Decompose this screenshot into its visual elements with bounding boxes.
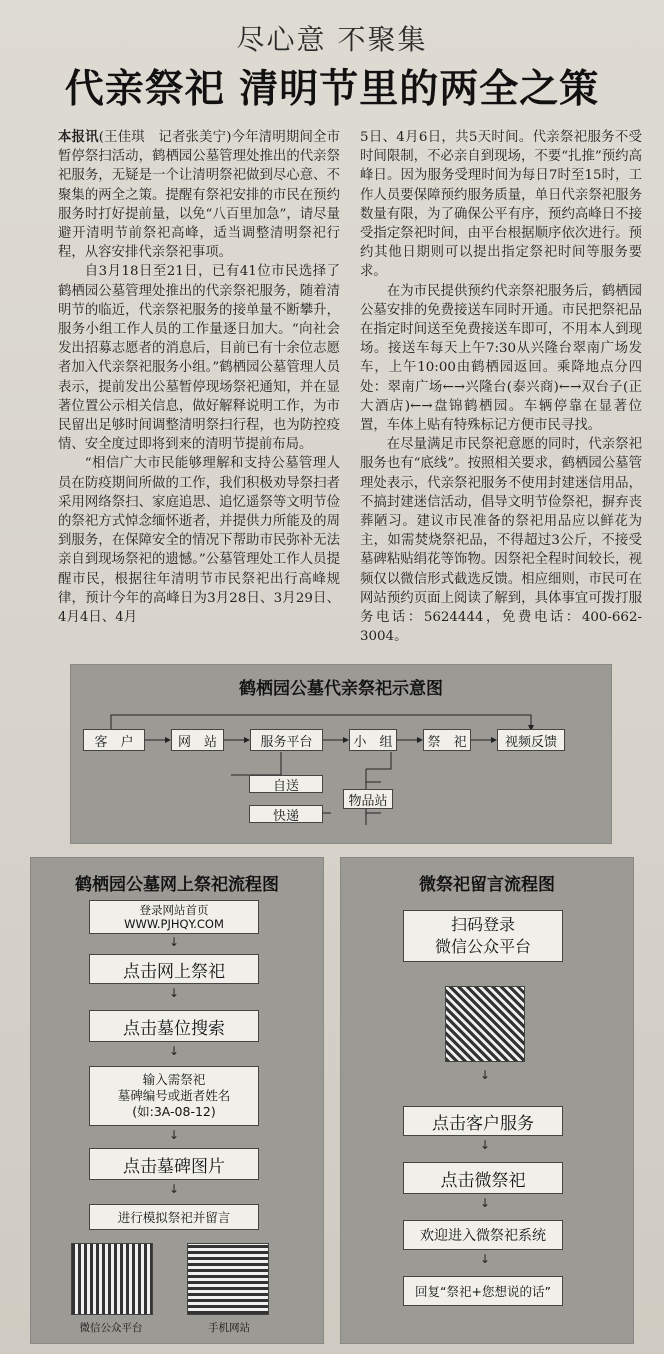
node-video-feedback: 视频反馈 [497, 729, 565, 751]
step-enter-micro-system: 欢迎进入微祭祀系统 [403, 1220, 563, 1250]
arrow-down-icon: ↓ [168, 1044, 180, 1058]
byline: 本报讯 [58, 129, 99, 145]
step-login-label: 登录网站首页 [139, 903, 209, 917]
wechat-qr-caption: 微信公众平台 [79, 1322, 143, 1334]
node-courier: 快递 [249, 805, 323, 823]
node-worship: 祭 祀 [423, 729, 471, 751]
node-self-delivery: 自送 [249, 775, 323, 793]
step-reply-message: 回复“祭祀+您想说的话” [403, 1276, 563, 1306]
micro-flowchart-title: 微祭祀留言流程图 [419, 875, 555, 895]
arrow-down-icon: ↓ [168, 1182, 180, 1196]
subheadline: 尽心意 不聚集 [236, 23, 428, 56]
node-customer: 客 户 [83, 729, 145, 751]
step-enter-grave-info [89, 1066, 259, 1126]
arrow-down-icon: ↓ [479, 1138, 491, 1152]
article-paragraph: 在为市民提供预约代亲祭祀服务后，鹤栖园公墓安排的免费接送车同时开通。市民把祭祀品在指定时间送至免费接送车即可，不用本人到现场。接送车每天上午7:30从兴隆台翠南广场发车，上午10:00由鹤栖园返回。乘降地点分四处：翠南广场←→兴隆台(泰兴商)←→双台子(正大酒店)←→盘锦鹤栖园。车辆停靠在显著位置，车体上贴有特殊标记方便市民寻找。 [360, 283, 642, 434]
micro-worship-flowchart [340, 857, 634, 1344]
node-team: 小 组 [349, 729, 397, 751]
step-click-tombstone-image: 点击墓碑图片 [89, 1148, 259, 1180]
arrow-down-icon: ↓ [168, 1128, 180, 1142]
online-worship-flowchart [30, 857, 324, 1344]
arrow-down-icon: ↓ [168, 935, 180, 949]
node-item-station: 物品站 [343, 789, 393, 809]
article-paragraph: “相信广大市民能够理解和支持公墓管理人员在防疫期间所做的工作，我们积极劝导祭扫者采用网络祭扫、家庭追思、追忆遥祭等文明节俭的祭祀方式悼念缅怀逝者，并提供力所能及的周到服务，在保障安全的情况下帮助市民弥补无法亲自到现场祭祀的遗憾。”公墓管理处工作人员提醒市民，根据往年清明节市民祭祀出行高峰规律，预计今年的高峰日为3月28日、3月29日、4月4日、4月 [58, 456, 340, 626]
step-enter-example: (如:3A-08-12) [132, 1104, 216, 1119]
arrow-down-icon: ↓ [479, 1252, 491, 1266]
step-enter-line1: 输入需祭祀 [142, 1072, 206, 1087]
wechat-qr-code-icon [71, 1243, 153, 1315]
step-website-url: WWW.PJHQY.COM [124, 917, 224, 931]
arrow-down-icon: ↓ [479, 1196, 491, 1210]
node-website: 网 站 [171, 729, 224, 751]
step-simulate-worship: 进行模拟祭祀并留言 [89, 1204, 259, 1230]
online-flowchart-title: 鹤栖园公墓网上祭祀流程图 [75, 875, 279, 895]
article-paragraph: 5日、4月6日，共5天时间。代亲祭祀服务不受时间限制，不必亲自到现场，不要“扎推”预约高峰日。因为服务受理时间为每日7时至15时，工作人员要保障预约服务质量，单日代亲祭祀服务数量有限，为了确保公平有序，预约高峰日不接受指定祭祀时间，由平台根据顺序依次进行。预约其他日期则可以提出指定祭祀时间等服务要求。 [360, 130, 642, 280]
login-qr-code-icon [445, 986, 525, 1062]
article-paragraph: 自3月18日至21日，已有41位市民选择了鹤栖园公墓管理处推出的代亲祭祀服务，随着清明节的临近，代亲祭祀服务的接单量不断攀升，服务小组工作人员的工作量逐日加大。“向社会发出招募志愿者的消息后，目前已有十余位志愿者加入代亲祭祀服务小组。”鹤栖园公墓管理人员表示，提前发出公墓暂停现场祭祀通知，并在显著位置公示相关信息，做好解释说明工作，为市民留出足够时间调整清明祭扫行程，也为防控疫情、安全度过即将到来的清明节提前布局。 [58, 264, 340, 453]
arrow-down-icon: ↓ [479, 1068, 491, 1082]
service-diagram-title: 鹤栖园公墓代亲祭祀示意图 [239, 679, 443, 699]
step-enter-line2: 墓碑编号或逝者姓名 [117, 1088, 231, 1103]
step-login-website [89, 900, 259, 934]
step-scan-login [403, 910, 563, 962]
step-click-customer-service: 点击客户服务 [403, 1106, 563, 1136]
article-paragraph: 在尽量满足市民祭祀意愿的同时，代亲祭祀服务也有“底线”。按照相关要求，鹤栖园公墓管理处表示，代亲祭祀服务不使用封建迷信用品，不搞封建迷信活动，倡导文明节俭祭祀，摒弃丧葬陋习。建议市民准备的祭祀用品应以鲜花为主，如需焚烧祭祀品，不得超过3公斤，不接受墓碑粘贴绢花等饰物。因祭祀全程时间较长，视频仅以微信形式截选反馈。相应细则，市民可在网站预约页面上阅读了解到，具体事宜可拨打服务电话：5624444，免费电话：400-662-3004。 [360, 437, 642, 645]
paragraph-text: 今年清明期间全市暂停祭扫活动，鹤栖园公墓管理处推出的代亲祭祀服务，无疑是一个让清明祭祀做到尽心意、不聚集的两全之策。提醒有祭祀安排的市民在预约服务时打好提前量，以免“八百里加急”，请尽量避开清明节前祭祀高峰，适当调整清明祭祀行程，从容安排代亲祭祀事项。 [58, 130, 341, 261]
arrow-down-icon: ↓ [168, 986, 180, 1000]
step-click-grave-search: 点击墓位搜索 [89, 1010, 259, 1042]
headline: 代亲祭祀 清明节里的两全之策 [64, 67, 600, 112]
step-scan-line2: 微信公众平台 [434, 937, 531, 956]
diagram-connectors [71, 665, 611, 843]
article-column-1 [58, 128, 340, 627]
step-click-micro-worship: 点击微祭祀 [403, 1162, 563, 1194]
mobile-site-qr-caption: 手机网站 [208, 1322, 250, 1334]
service-diagram [70, 664, 612, 844]
byline-credit: (王佳琪 记者张美宁) [98, 130, 232, 145]
mobile-site-qr-code-icon [187, 1243, 269, 1315]
step-scan-line1: 扫码登录 [450, 915, 515, 934]
article-column-2 [360, 128, 642, 646]
step-click-online-worship: 点击网上祭祀 [89, 954, 259, 984]
article-paragraph [58, 128, 340, 262]
node-service-platform: 服务平台 [250, 729, 323, 751]
